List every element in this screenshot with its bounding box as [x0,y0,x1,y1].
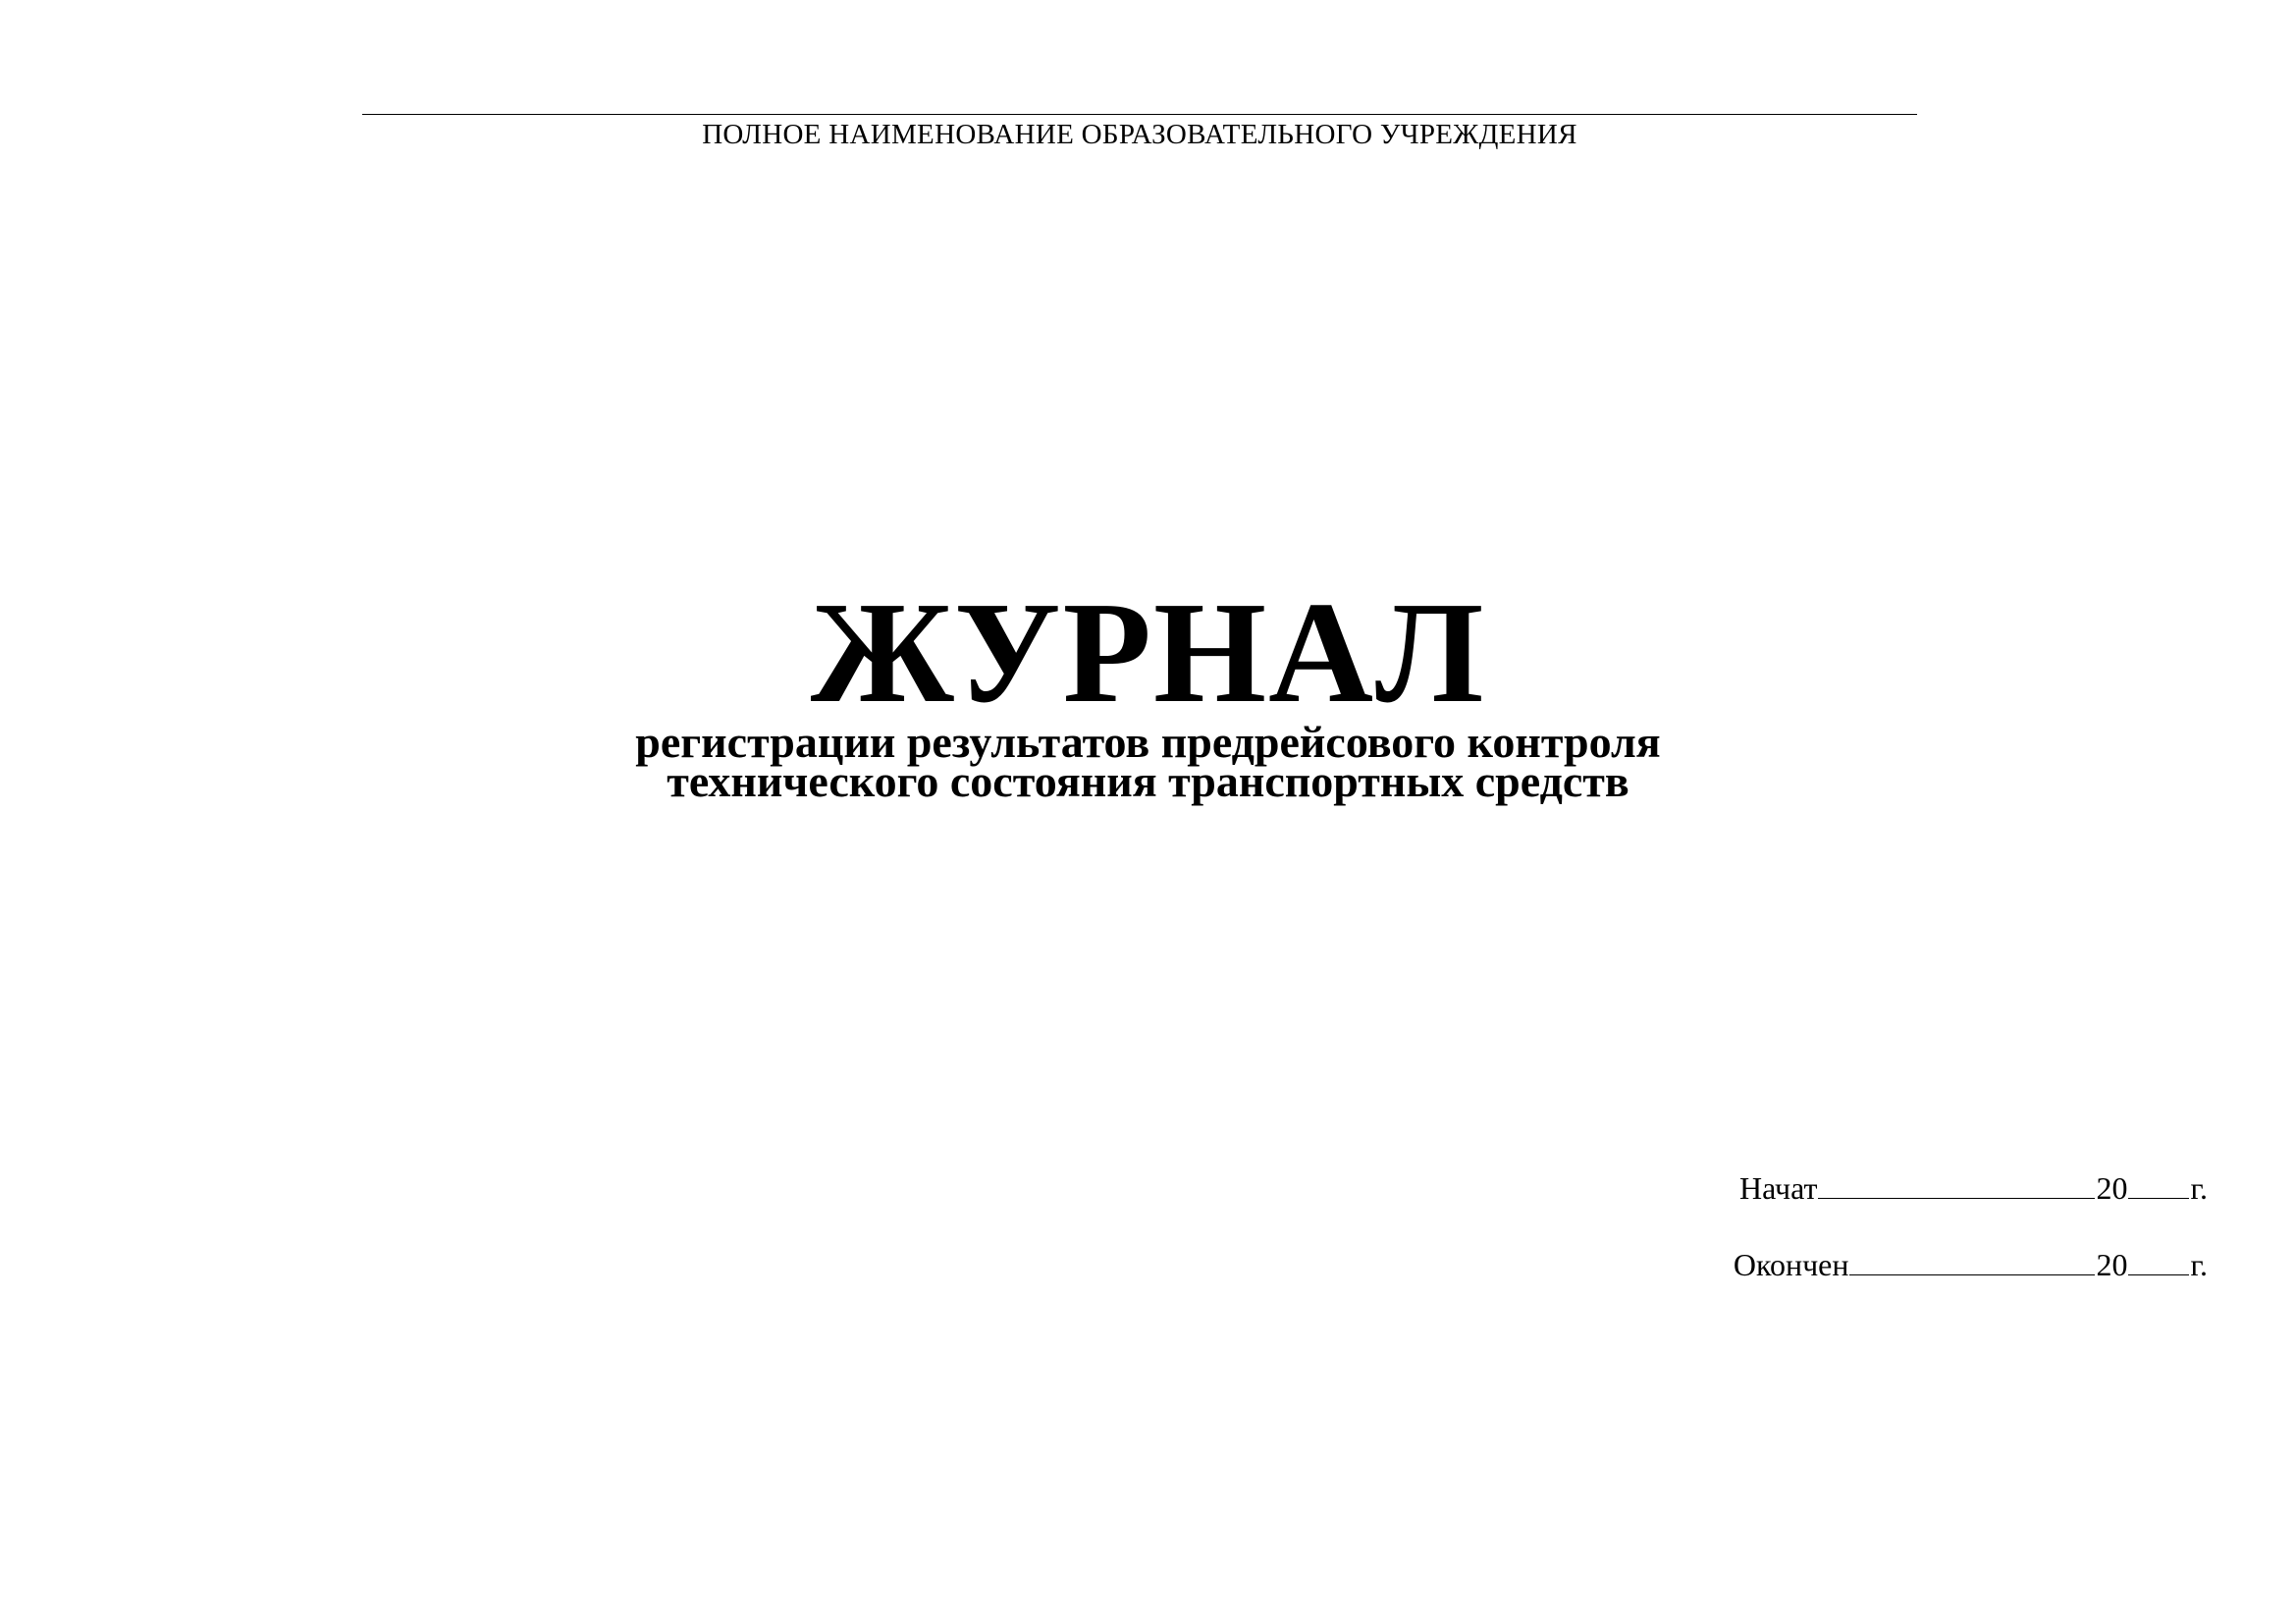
ended-year-suffix: г. [2190,1247,2208,1282]
started-year-prefix: 20 [2096,1170,2128,1206]
institution-name-caption: ПОЛНОЕ НАИМЕНОВАНИЕ ОБРАЗОВАТЕЛЬНОГО УЧРЕЖДЕНИЯ [702,119,1577,150]
subtitle-line-1: регистрации результатов предрейсового контроля [635,717,1661,767]
ended-date-row [1734,1245,2208,1284]
started-label: Начат [1739,1170,1818,1206]
started-year-suffix: г. [2190,1170,2208,1206]
started-date-row [1734,1168,2208,1208]
institution-name-blank-line [362,114,1917,115]
ended-year-blank [2128,1273,2189,1275]
journal-subtitle [0,717,2296,806]
started-date-blank [1818,1197,2095,1199]
journal-title: ЖУРНАЛ [810,572,1486,733]
started-year-blank [2128,1197,2189,1199]
subtitle-line-2: технического состояния транспортных средств [667,756,1629,806]
ended-label: Окончен [1733,1247,1849,1282]
ended-date-blank [1849,1273,2095,1275]
date-fields [1734,1168,2208,1284]
ended-year-prefix: 20 [2096,1247,2128,1282]
